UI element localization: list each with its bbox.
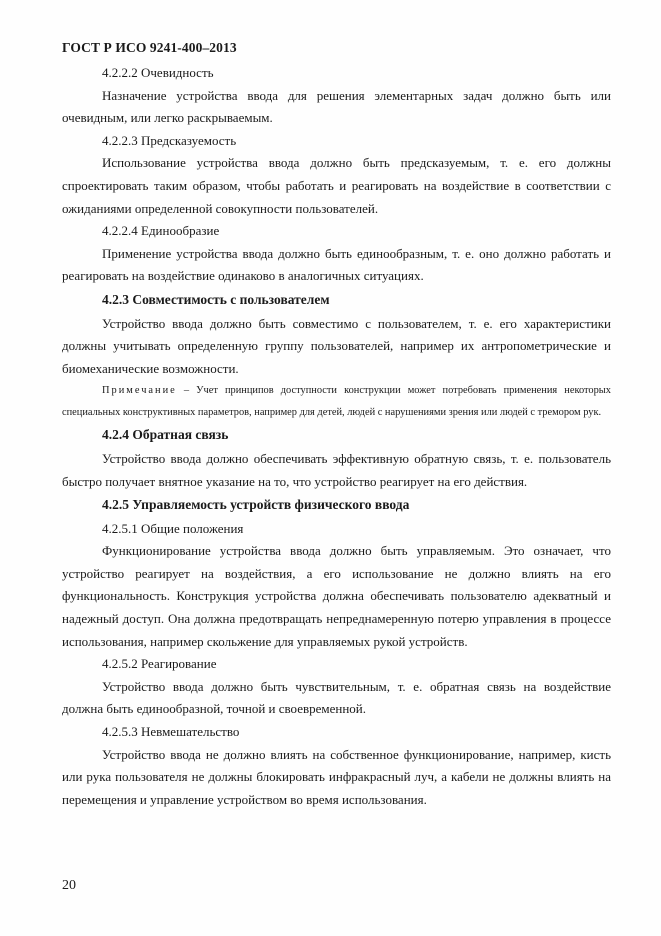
paragraph: Устройство ввода должно быть совместимо с пользователем, т. е. его характеристики должны учитывать определенную группу пользователей, например их антропометрические и биомеханические возможности. [62, 315, 611, 376]
document-body [62, 62, 611, 811]
paragraph: Устройство ввода должно обеспечивать эффективную обратную связь, т. е. пользователь быстро получает внятное указание на то, что устройство реагирует на его действия. [62, 450, 611, 489]
subsection-heading: 4.2.5.1 Общие положения [102, 520, 244, 536]
note-label: Примечание [102, 385, 177, 397]
subsection-heading: 4.2.2.4 Единообразие [102, 223, 220, 239]
section-heading: 4.2.3 Совместимость с пользователем [102, 291, 330, 307]
paragraph: Применение устройства ввода должно быть единообразным, т. е. оно должно работать и реагировать на воздействие одинаково в аналогичных ситуациях. [62, 245, 611, 284]
page-number: 20 [62, 878, 76, 893]
note-text: – Учет принципов доступности конструкции может потребовать применения некоторых специальных конструктивных параметров, например для детей, людей с нарушениями зрения или людей с тремором рук. [62, 385, 611, 418]
document-header: ГОСТ Р ИСО 9241-400–2013 [62, 40, 237, 55]
subsection-heading: 4.2.2.3 Предсказуемость [102, 132, 237, 148]
subsection-heading: 4.2.5.3 Невмешательство [102, 724, 240, 740]
note-paragraph [62, 380, 611, 423]
paragraph: Устройство ввода должно быть чувствительным, т. е. обратная связь на воздействие должна быть единообразной, точной и своевременной. [62, 678, 611, 717]
subsection-heading: 4.2.5.2 Реагирование [102, 656, 217, 672]
section-heading: 4.2.4 Обратная связь [102, 427, 229, 443]
paragraph: Устройство ввода не должно влиять на собственное функционирование, например, кисть или рука пользователя не должны блокировать инфракрасный луч, а кабели не должны влиять на перемещения и управление устройством во время использования. [62, 746, 611, 807]
paragraph: Функционирование устройства ввода должно быть управляемым. Это означает, что устройство реагирует на воздействия, а его использование не должно влиять на его функциональность. Конструкция устройства должна обеспечивать пользователю адекватный и надежный доступ. Она должна предотвращать непреднамеренную потерю управления в процессе использования, например скольжение для управляемых рукой устройств. [62, 543, 611, 649]
section-heading: 4.2.5 Управляемость устройств физического ввода [102, 497, 410, 513]
paragraph: Использование устройства ввода должно быть предсказуемым, т. е. его должны спроектировать таким образом, чтобы работать и реагировать на воздействие в соответствии с ожиданиями определенной совокупности пользователей. [62, 155, 611, 216]
subsection-heading: 4.2.2.2 Очевидность [102, 65, 214, 80]
paragraph: Назначение устройства ввода для решения элементарных задач должно быть или очевидным, или легко раскрываемым. [62, 87, 611, 126]
